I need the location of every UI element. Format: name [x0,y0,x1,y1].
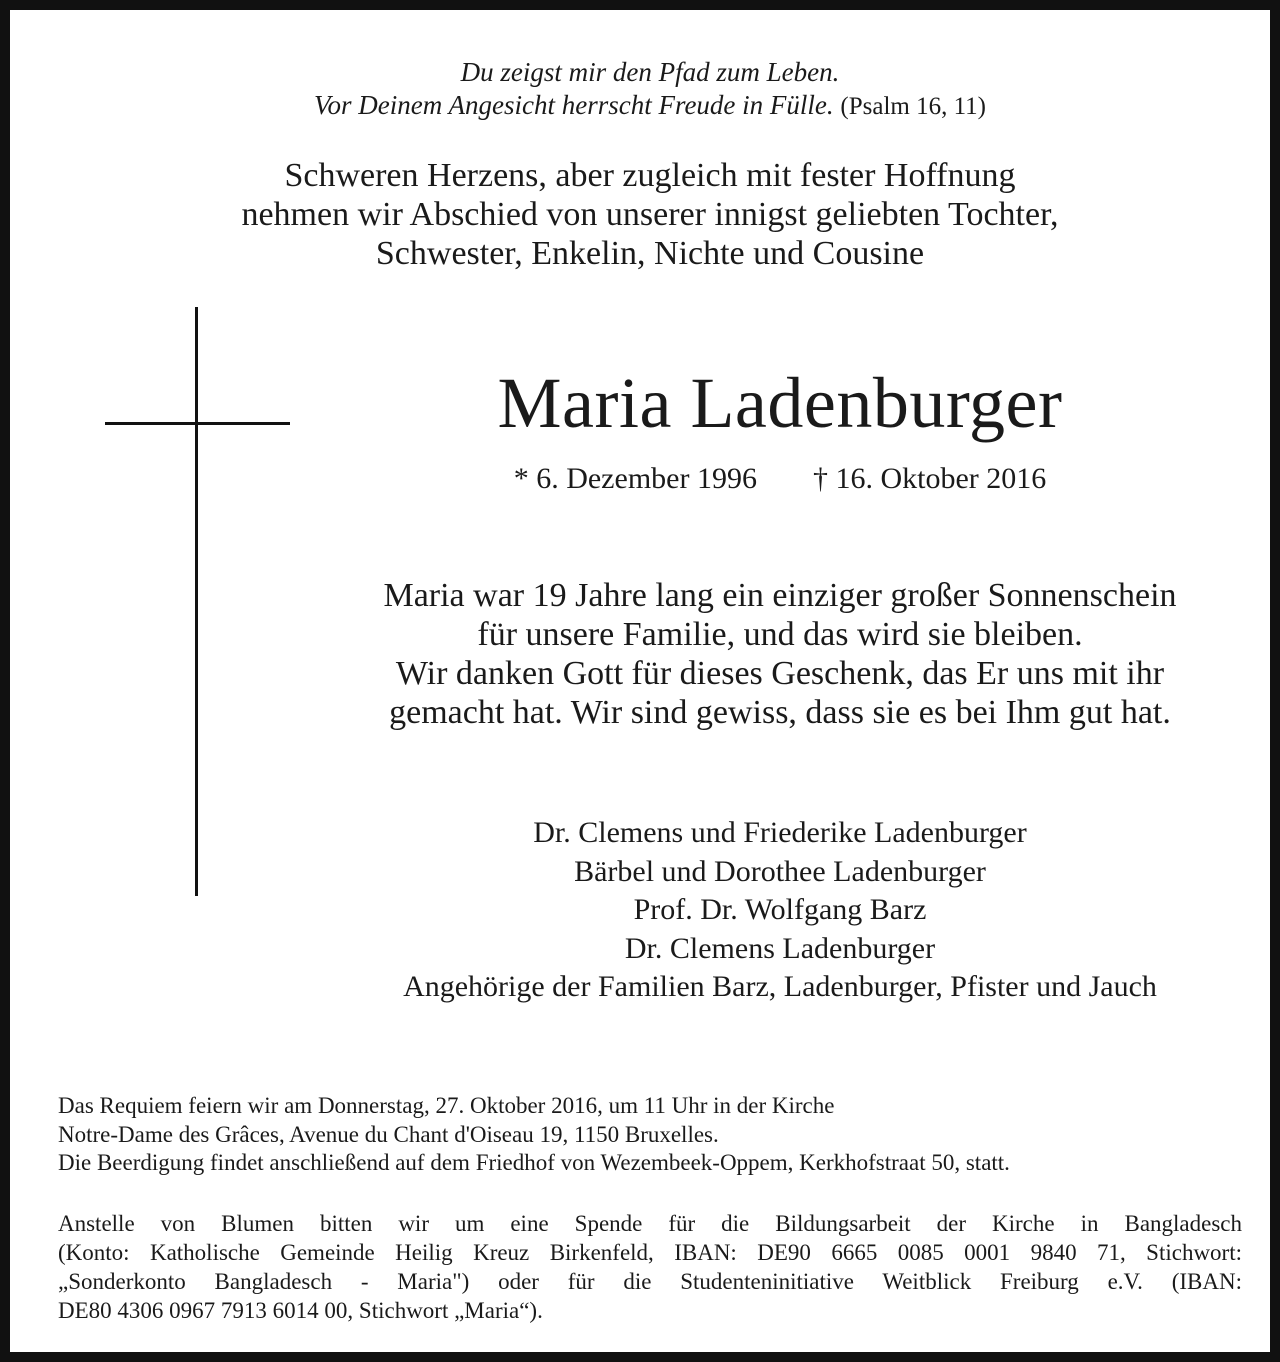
mourners-list [310,814,1250,1007]
psalm-line-2-text: Vor Deinem Angesicht herrscht Freude in Fülle. [314,90,834,120]
mourner-entry: Prof. Dr. Wolfgang Barz [633,893,927,926]
life-dates [310,460,1250,498]
donation-line: (Konto: Katholische Gemeinde Heilig Kreuz Birkenfeld, IBAN: DE90 6665 0085 0001 9840 71, Stichwort: [58,1240,1242,1265]
death-date: † 16. Oktober 2016 [812,462,1047,495]
donation-line: Anstelle von Blumen bitten wir um eine Spende für die Bildungsarbeit der Kirche in Bangladesch [58,1211,1242,1236]
psalm-line-1: Du zeigst mir den Pfad zum Leben. [460,57,840,87]
tribute-line: gemacht hat. Wir sind gewiss, dass sie es bei Ihm gut hat. [389,694,1171,731]
tribute-line: Maria war 19 Jahre lang ein einziger großer Sonnenschein [383,577,1177,614]
mourner-entry: Dr. Clemens Ladenburger [624,931,936,965]
deceased-name: Maria Ladenburger [497,363,1063,443]
mourner-entry: Dr. Clemens und Friederike Ladenburger [533,816,1027,849]
tribute-line: Wir danken Gott für dieses Geschenk, das Er uns mit ihr [395,655,1165,692]
mourner-entry: Angehörige der Familien Barz, Ladenburger, Pfister und Jauch [403,970,1157,1003]
psalm-line-2 [10,89,1280,123]
psalm-reference: (Psalm 16, 11) [840,93,986,120]
psalm-quote [10,56,1280,123]
donation-info [58,1209,1242,1325]
requiem-info [58,1092,1242,1178]
cross-icon-horizontal [105,422,290,425]
birth-date: * 6. Dezember 1996 [513,462,757,495]
requiem-line: Notre-Dame des Grâces, Avenue du Chant d'Oiseau 19, 1150 Bruxelles. [58,1121,719,1147]
tribute-line: für unsere Familie, und das wird sie bleiben. [477,616,1083,653]
intro-line: Schweren Herzens, aber zugleich mit fester Hoffnung [284,157,1016,194]
cross-icon-vertical [195,307,198,896]
tribute-text [310,576,1250,732]
donation-line: „Sonderkonto Bangladesch - Maria") oder für die Studenteninitiative Weitblick Freiburg e.V. (IBAN: [58,1269,1242,1294]
requiem-line: Das Requiem feiern wir am Donnerstag, 27. Oktober 2016, um 11 Uhr in der Kirche [58,1093,835,1118]
intro-text [10,156,1280,273]
intro-line: nehmen wir Abschied von unserer innigst geliebten Tochter, [241,196,1059,233]
requiem-line: Die Beerdigung findet anschließend auf dem Friedhof von Wezembeek-Oppem, Kerkhofstraat 50, statt. [58,1150,1010,1175]
donation-line: DE80 4306 0967 7913 6014 00, Stichwort „Maria“). [58,1298,543,1323]
mourner-entry: Bärbel und Dorothee Ladenburger [574,854,986,888]
intro-line: Schwester, Enkelin, Nichte und Cousine [375,235,925,272]
